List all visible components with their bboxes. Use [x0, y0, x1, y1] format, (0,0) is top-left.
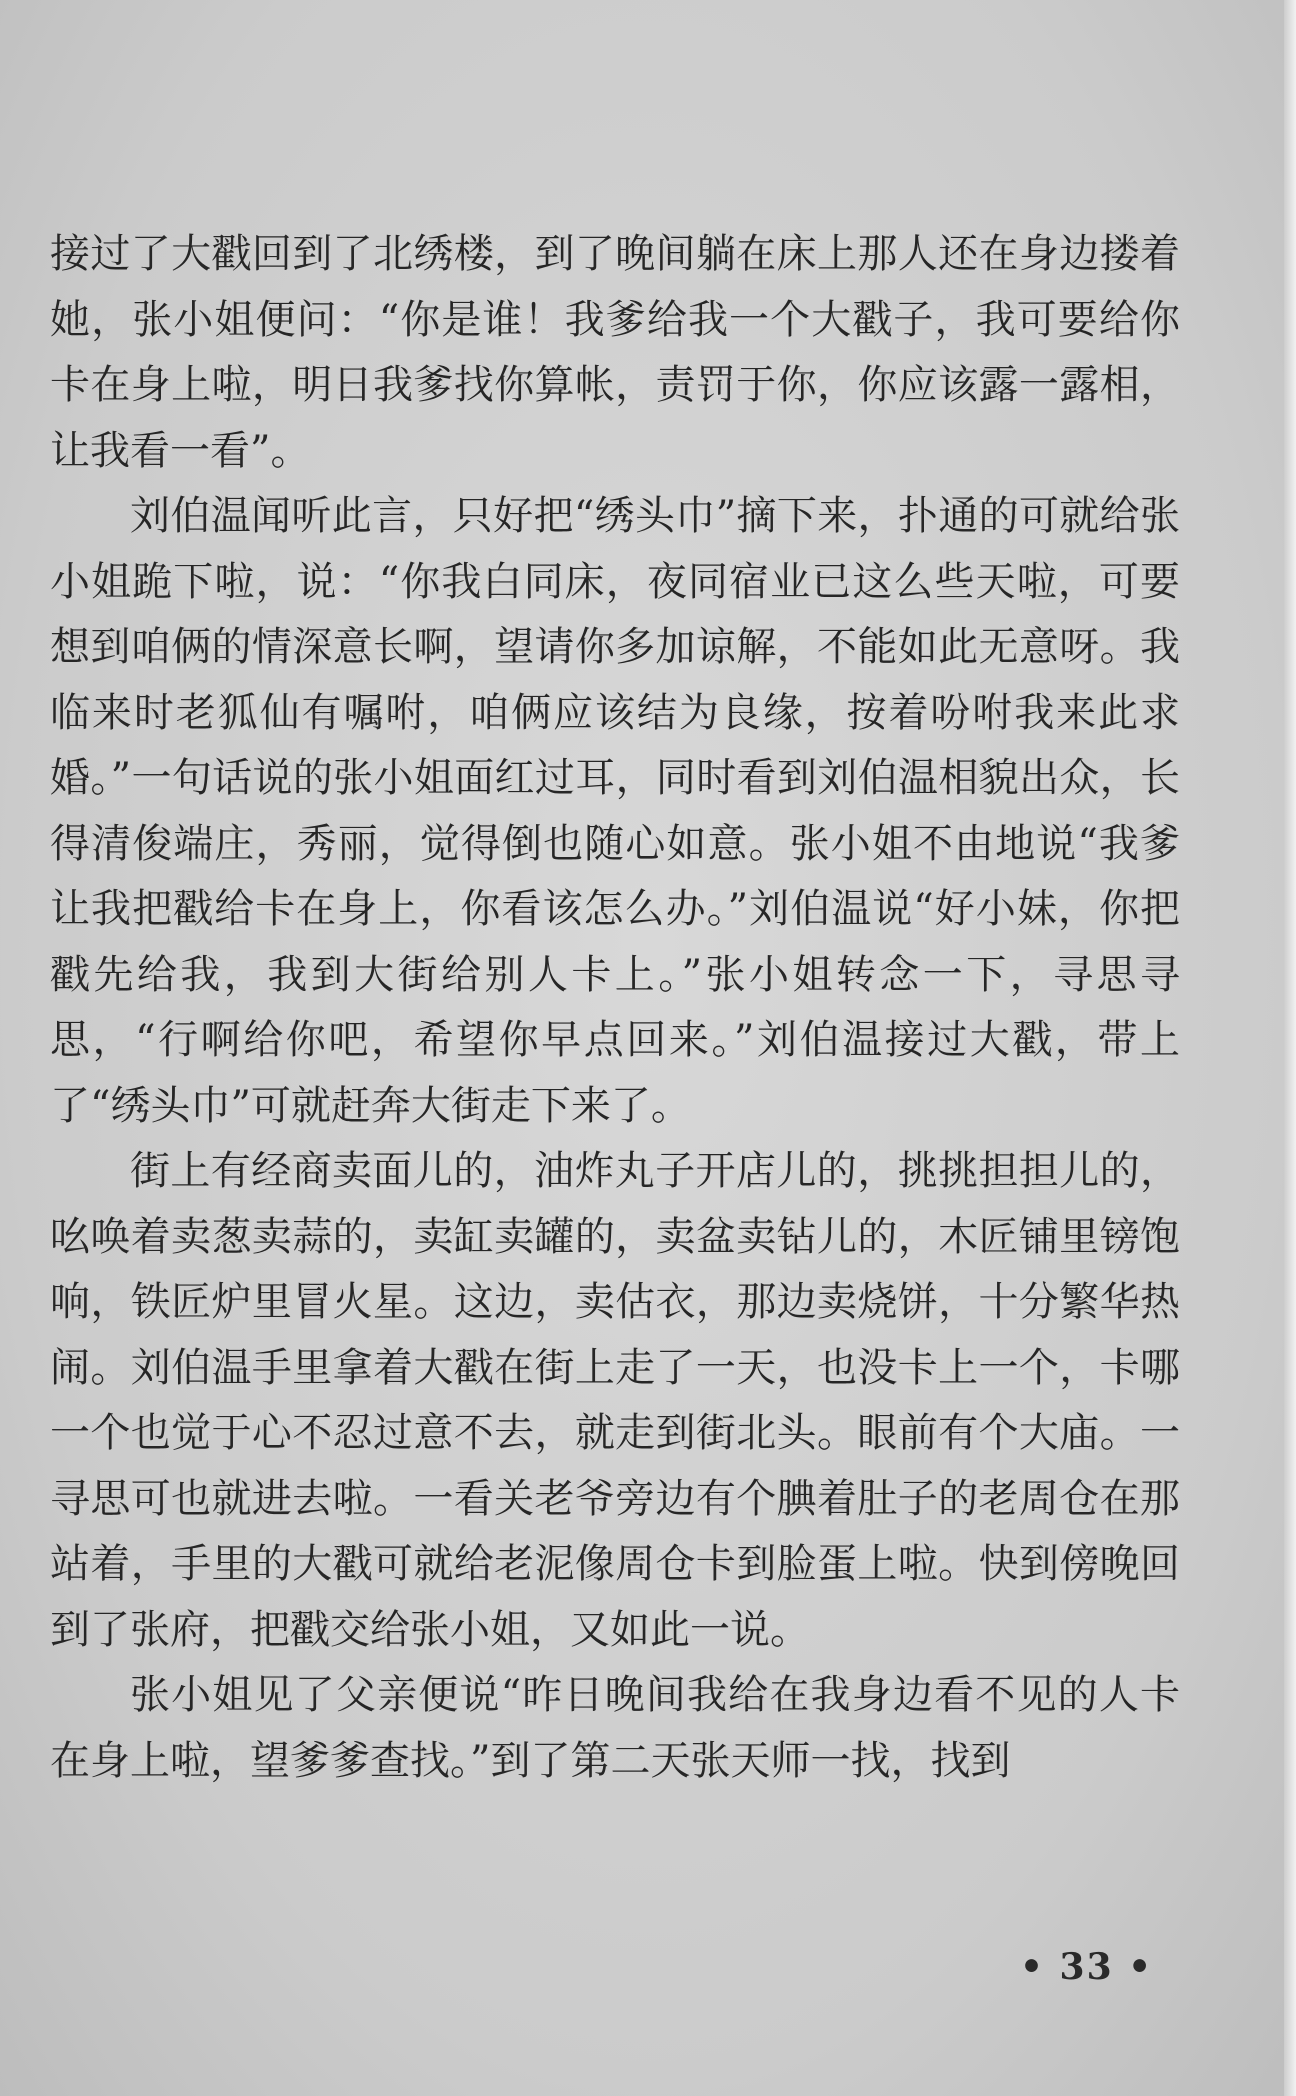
paragraph-3: 街上有经商卖面儿的，油炸丸子开店儿的，挑挑担担儿的，吆唤着卖葱卖蒜的，卖缸卖罐的，卖盆卖钻儿的，木匠铺里镑饱响，铁匠炉里冒火星。这边，卖估衣，那边卖烧饼，十分繁华热闹。刘伯温手里拿着大戳在街上走了一天，也没卡上一个，卡哪一个也觉于心不忍过意不去，就走到街北头。眼前有个大庙。一寻思可也就进去啦。一看关老爷旁边有个腆着肚子的老周仓在那站着，手里的大戳可就给老泥像周仓卡到脸蛋上啦。快到傍晚回到了张府，把戳交给张小姐，又如此一说。: [50, 1148, 1180, 1653]
paragraph-1: 接过了大戳回到了北绣楼，到了晚间躺在床上那人还在身边搂着她，张小姐便问：“你是谁！我爹给我一个大戳子，我可要给你卡在身上啦，明日我爹找你算帐，责罚于你，你应该露一露相，让我看一看”。: [50, 231, 1180, 474]
page-edge: [1284, 0, 1296, 2096]
paragraph-2: 刘伯温闻听此言，只好把“绣头巾”摘下来，扑通的可就给张小姐跪下啦，说：“你我白同床，夜同宿业已这么些天啦，可要想到咱俩的情深意长啊，望请你多加谅解，不能如此无意呀。我临来时老狐仙有嘱咐，咱俩应该结为良缘，按着吩咐我来此求婚。”一句话说的张小姐面红过耳，同时看到刘伯温相貌出众，长得清俊端庄，秀丽，觉得倒也随心如意。张小姐不由地说“我爹让我把戳给卡在身上，你看该怎么办。”刘伯温说“好小妹，你把戳先给我，我到大街给别人卡上。”张小姐转念一下，寻思寻思，“行啊给你吧，希望你早点回来。”刘伯温接过大戳，带上了“绣头巾”可就赶奔大街走下来了。: [50, 493, 1180, 1129]
page-number: • 33 •: [1020, 1946, 1154, 1988]
paragraph-4: 张小姐见了父亲便说“昨日晚间我给在我身边看不见的人卡在身上啦，望爹爹查找。”到了第二天张天师一找，找到: [50, 1672, 1180, 1784]
body-text: [50, 222, 1180, 1794]
